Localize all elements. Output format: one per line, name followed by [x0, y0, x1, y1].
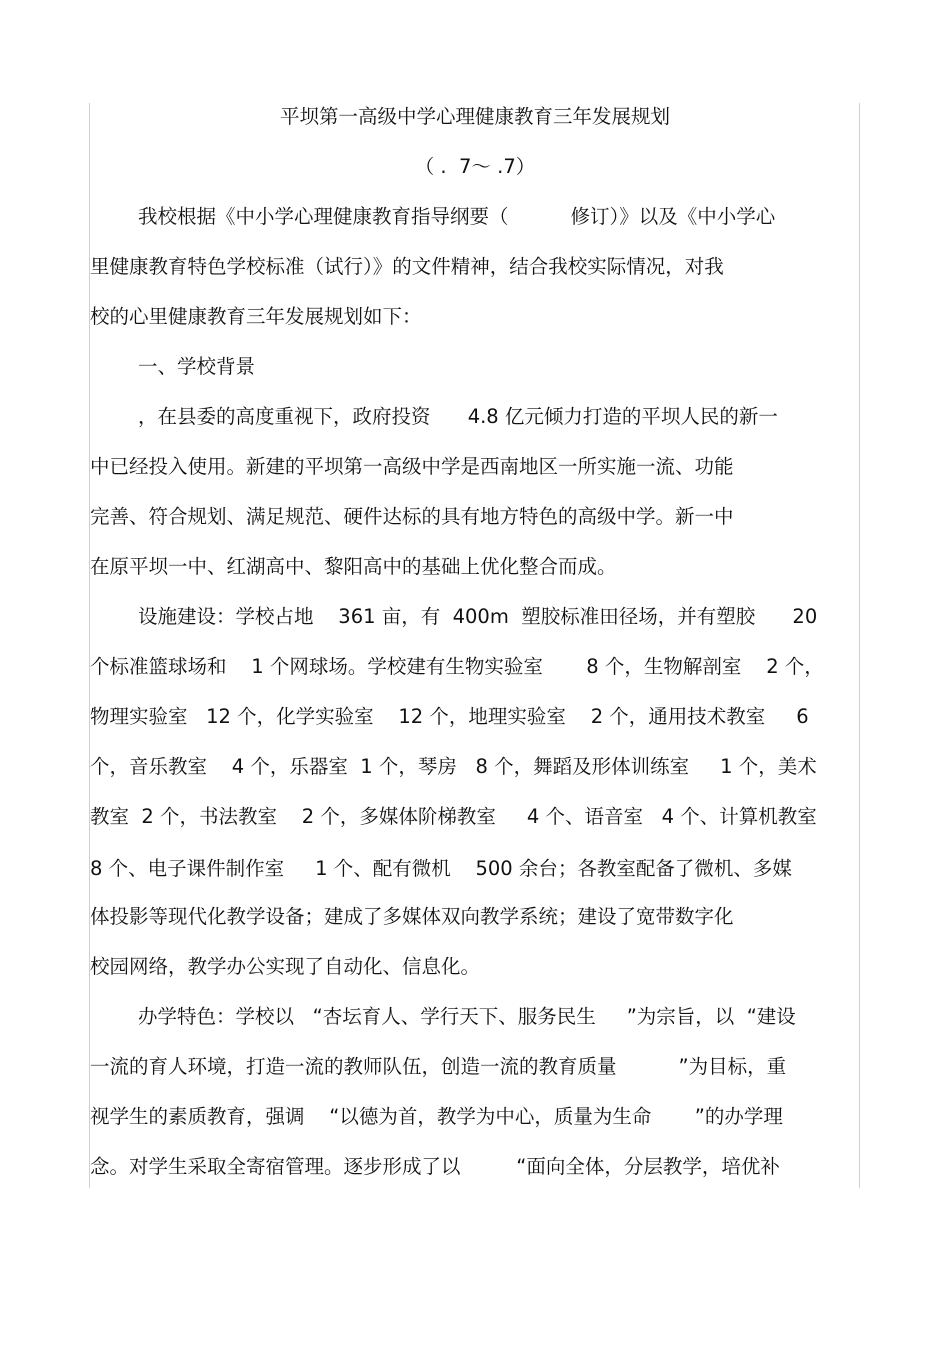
right-margin-rule: [859, 103, 860, 1188]
document-subtitle: （ . 7～ .7）: [414, 155, 536, 178]
text-line: 教室 2 个，书法教室 2 个，多媒体阶梯教室 4 个、语音室 4 个、计算机教室: [90, 805, 817, 828]
text-line: 办学特色：学校以 “杏坛育人、学行天下、服务民生 ”为宗旨，以 “建设: [138, 1005, 796, 1028]
text-line: 视学生的素质教育，强调 “以德为首，教学为中心，质量为生命 ”的办学理: [90, 1105, 783, 1128]
text-line: ，在县委的高度重视下，政府投资 4.8 亿元倾力打造的平坝人民的新一: [138, 405, 778, 428]
text-line: 中已经投入使用。新建的平坝第一高级中学是西南地区一所实施一流、功能: [90, 455, 734, 478]
text-line: 里健康教育特色学校标准（试行）》的文件精神，结合我校实际情况，对我: [90, 255, 724, 278]
text-line: 在原平坝一中、红湖高中、黎阳高中的基础上优化整合而成。: [90, 555, 617, 578]
section-heading: 一、学校背景: [138, 355, 256, 378]
text-line: 个，音乐教室 4 个，乐器室 1 个，琴房 8 个，舞蹈及形体训练室 1 个，美术: [90, 755, 817, 778]
text-line: 一流的育人环境，打造一流的教师队伍，创造一流的教育质量 ”为目标，重: [90, 1055, 787, 1078]
text-line: 我校根据《中小学心理健康教育指导纲要（ 修订）》以及《中小学心: [138, 205, 776, 228]
text-line: 个标准篮球场和 1 个网球场。学校建有生物实验室 8 个，生物解剖室 2 个，: [90, 655, 824, 678]
text-line: 校园网络，教学办公实现了自动化、信息化。: [90, 955, 481, 978]
text-line: 完善、符合规划、满足规范、硬件达标的具有地方特色的高级中学。新一中: [90, 505, 734, 528]
text-line: 念。对学生采取全寄宿管理。逐步形成了以 “面向全体，分层教学，培优补: [90, 1155, 780, 1178]
text-line: 物理实验室 12 个，化学实验室 12 个，地理实验室 2 个，通用技术教室 6: [90, 705, 809, 728]
text-line: 8 个、电子课件制作室 1 个、配有微机 500 余台；各教室配备了微机、多媒: [90, 857, 792, 880]
text-line: 设施建设：学校占地 361 亩，有 400m 塑胶标准田径场，并有塑胶 20: [138, 605, 818, 628]
text-line: 体投影等现代化教学设备；建成了多媒体双向教学系统；建设了宽带数字化: [90, 905, 734, 928]
document-title: 平坝第一高级中学心理健康教育三年发展规划: [279, 105, 670, 128]
text-line: 校的心里健康教育三年发展规划如下：: [90, 305, 422, 328]
